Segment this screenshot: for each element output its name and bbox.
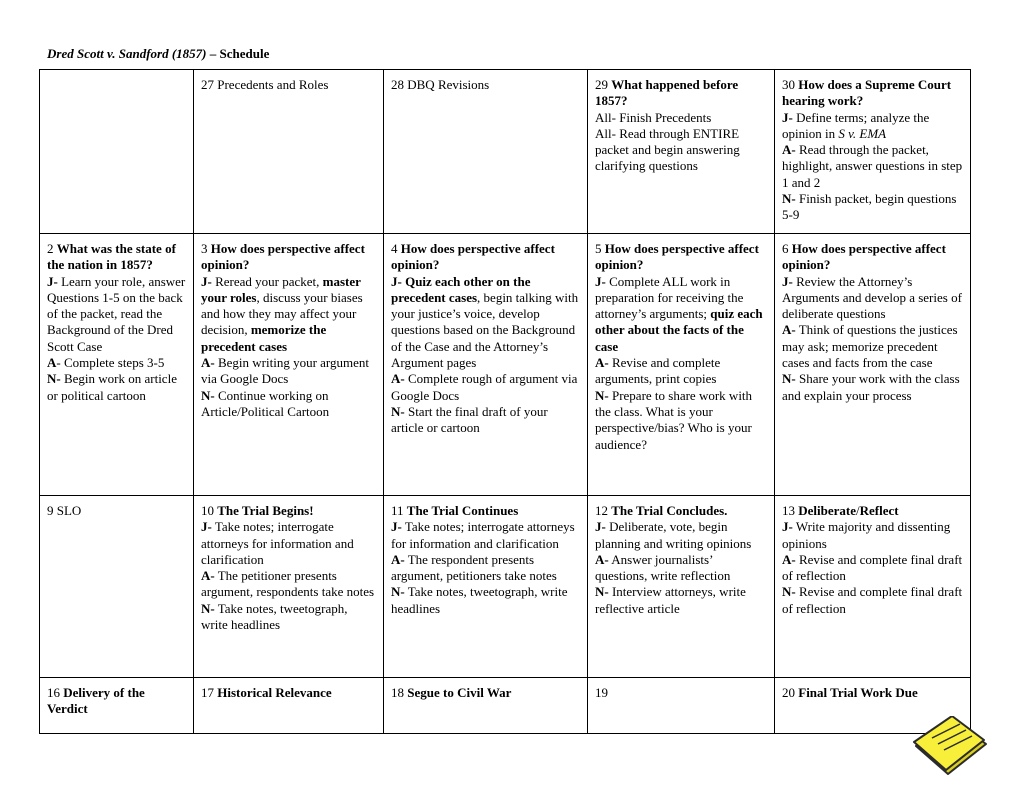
day-cell: [588, 234, 775, 496]
day-heading: [595, 77, 768, 110]
text-segment: The respondent presents argument, petitioners take notes: [391, 551, 557, 584]
text-segment: 10: [201, 503, 218, 518]
text-segment: The petitioner presents argument, respondents take notes: [201, 568, 375, 600]
text-segment: 4: [391, 241, 401, 256]
text-segment: J-: [391, 519, 402, 535]
day-heading: [782, 77, 964, 110]
task-line: [391, 584, 581, 617]
day-heading: [391, 685, 581, 701]
text-segment: 27 Precedents and Roles: [201, 77, 329, 92]
task-line: [782, 142, 964, 191]
task-line: [782, 519, 964, 552]
day-heading: [47, 241, 187, 274]
day-cell: [194, 678, 384, 734]
task-line: [47, 355, 187, 371]
text-segment: Reread your packet,: [211, 273, 323, 289]
text-segment: A-: [595, 355, 609, 371]
text-segment: Revise and complete final draft of reflection: [782, 551, 963, 584]
task-line: [595, 126, 768, 175]
text-segment: 5: [595, 241, 605, 256]
text-segment: Complete ALL work in preparation for receiving the attorney’s arguments;: [595, 273, 744, 322]
day-heading: [782, 241, 964, 274]
text-segment: Take notes, tweetograph, write headlines: [391, 584, 568, 616]
task-line: [595, 584, 768, 617]
sticky-note-icon: [912, 716, 990, 776]
text-segment: 19: [595, 685, 608, 700]
text-segment: A-: [782, 142, 796, 158]
day-heading: [201, 685, 377, 701]
text-segment: J-: [201, 273, 212, 289]
task-line: [595, 388, 768, 453]
task-line: [391, 371, 581, 404]
text-segment: master your roles: [201, 273, 361, 305]
text-segment: Deliberate: [798, 503, 857, 518]
text-segment: N-: [782, 371, 796, 387]
day-heading: [201, 503, 377, 519]
text-segment: A-: [201, 355, 215, 371]
day-cell: [775, 234, 971, 496]
text-segment: A: [47, 355, 57, 371]
day-cell: [40, 496, 194, 678]
text-segment: memorize the precedent cases: [201, 322, 327, 354]
text-segment: 16: [47, 685, 64, 700]
day-heading: [201, 241, 377, 274]
text-segment: N-: [47, 371, 61, 387]
text-segment: Complete rough of argument via Google Docs: [391, 371, 578, 403]
text-segment: What happened before 1857?: [595, 77, 739, 109]
text-segment: Finish packet, begin questions 5-9: [782, 191, 957, 223]
text-segment: Final Trial Work Due: [798, 685, 918, 700]
text-segment: A-: [782, 551, 796, 567]
task-line: [782, 584, 964, 617]
text-segment: Think of questions the justices may ask; memorize precedent cases and facts from the case: [782, 322, 958, 371]
text-segment: J-: [201, 519, 212, 535]
day-heading: [782, 685, 964, 701]
task-line: [782, 191, 964, 224]
task-line: [782, 552, 964, 585]
text-segment: J-: [782, 519, 793, 535]
text-segment: A-: [391, 551, 405, 567]
document-title: [47, 46, 269, 62]
text-segment: 18: [391, 685, 408, 700]
task-line: [595, 355, 768, 388]
title-suffix: – Schedule: [206, 46, 270, 61]
day-cell: [194, 70, 384, 234]
text-segment: J-: [782, 109, 793, 125]
text-segment: How does perspective affect opinion?: [201, 241, 365, 273]
day-cell: [40, 234, 194, 496]
text-segment: How does perspective affect opinion?: [391, 241, 555, 273]
text-segment: Revise and complete final draft of reflection: [782, 584, 963, 616]
text-segment: N-: [201, 600, 215, 616]
task-line: [391, 274, 581, 372]
day-heading: [595, 241, 768, 274]
task-line: [782, 274, 964, 323]
text-segment: S v. EMA: [838, 125, 887, 141]
text-segment: N-: [595, 387, 609, 403]
task-line: [47, 371, 187, 404]
task-line: [782, 371, 964, 404]
text-segment: 2: [47, 241, 57, 256]
day-cell: [194, 496, 384, 678]
text-segment: Continue working on Article/Political Cartoon: [201, 387, 330, 419]
schedule-table: [39, 69, 971, 734]
task-line: [391, 404, 581, 437]
task-line: [595, 519, 768, 552]
text-segment: A-: [391, 371, 405, 387]
day-heading: [595, 685, 768, 701]
text-segment: Learn your role, answer Questions 1-5 on the back of the packet, read the Background of the Dred Scott Case: [47, 273, 186, 354]
text-segment: N-: [391, 584, 405, 600]
text-segment: Define terms; analyze the opinion in: [782, 109, 930, 141]
text-segment: All- Read through ENTIRE packet and begin answering clarifying questions: [595, 125, 740, 174]
task-line: [595, 552, 768, 585]
text-segment: Share your work with the class and explain your process: [782, 371, 960, 403]
task-line: [391, 552, 581, 585]
table-row: [40, 496, 971, 678]
day-heading: [391, 241, 581, 274]
table-row: [40, 234, 971, 496]
text-segment: , begin talking with your justice’s voice, develop questions based on the Background of the Case and the Attorney’s Argument pages: [391, 289, 579, 371]
task-line: [201, 355, 377, 388]
day-cell: [40, 678, 194, 734]
task-line: [201, 519, 377, 568]
text-segment: Revise and complete arguments, print copies: [595, 355, 721, 387]
text-segment: Begin work on article or political cartoon: [47, 371, 177, 403]
text-segment: A-: [595, 551, 609, 567]
text-segment: 29: [595, 77, 612, 92]
day-heading: [595, 503, 768, 519]
text-segment: All- Finish Precedents: [595, 109, 712, 125]
text-segment: 11: [391, 503, 407, 518]
text-segment: Take notes; interrogate attorneys for information and clarification: [391, 519, 575, 551]
text-segment: Prepare to share work with the class. What is your perspective/bias? Who is your audience?: [595, 387, 753, 452]
task-line: [47, 274, 187, 355]
text-segment: /: [856, 503, 860, 518]
text-segment: Reflect: [859, 503, 899, 518]
text-segment: The Trial Concludes.: [611, 503, 728, 518]
text-segment: 20: [782, 685, 799, 700]
text-segment: The Trial Begins!: [217, 503, 314, 518]
text-segment: 17: [201, 685, 218, 700]
task-line: [201, 601, 377, 634]
day-cell: [384, 234, 588, 496]
text-segment: Take notes, tweetograph, write headlines: [201, 600, 348, 633]
text-segment: Segue to Civil War: [407, 685, 512, 700]
text-segment: J- Quiz each other on the precedent cases: [391, 273, 531, 305]
day-heading: [201, 77, 377, 93]
task-line: [595, 110, 768, 126]
text-segment: Start the final draft of your article or cartoon: [391, 403, 548, 436]
day-cell: [775, 496, 971, 678]
text-segment: quiz each other about the facts of the case: [595, 306, 763, 354]
task-line: [201, 568, 377, 601]
task-line: [782, 322, 964, 371]
text-segment: N-: [595, 584, 609, 600]
table-row: [40, 70, 971, 234]
day-cell: [384, 70, 588, 234]
day-cell: [588, 70, 775, 234]
text-segment: A-: [782, 322, 796, 338]
text-segment: 12: [595, 503, 612, 518]
text-segment: Take notes; interrogate attorneys for information and clarification: [201, 519, 354, 567]
text-segment: 28 DBQ Revisions: [391, 77, 490, 92]
day-cell: [40, 70, 194, 234]
text-segment: Historical Relevance: [217, 685, 332, 700]
text-segment: Delivery of the Verdict: [47, 685, 145, 717]
day-heading: [47, 503, 187, 519]
text-segment: N-: [782, 191, 796, 207]
text-segment: How does a Supreme Court hearing work?: [782, 77, 952, 109]
text-segment: Begin writing your argument via Google Docs: [201, 355, 370, 387]
task-line: [782, 110, 964, 143]
text-segment: J-: [595, 519, 606, 535]
day-cell: [384, 678, 588, 734]
task-line: [595, 274, 768, 355]
text-segment: What was the state of the nation in 1857?: [47, 241, 176, 273]
text-segment: Review the Attorney’s Arguments and develop a series of deliberate questions: [782, 273, 962, 322]
task-line: [391, 519, 581, 552]
text-segment: J-: [595, 273, 606, 289]
text-segment: 6: [782, 241, 792, 256]
text-segment: N-: [782, 584, 796, 600]
table-row: [40, 678, 971, 734]
day-heading: [391, 77, 581, 93]
text-segment: J-: [47, 273, 58, 289]
text-segment: The Trial Continues: [406, 503, 519, 518]
text-segment: N-: [201, 387, 215, 403]
text-segment: Write majority and dissenting opinions: [782, 519, 951, 551]
text-segment: - Complete steps 3-5: [56, 355, 165, 371]
day-cell: [588, 678, 775, 734]
task-line: [201, 388, 377, 421]
text-segment: A-: [201, 568, 215, 584]
text-segment: 13: [782, 503, 799, 518]
day-heading: [391, 503, 581, 519]
text-segment: Interview attorneys, write reflective article: [595, 584, 746, 616]
text-segment: How does perspective affect opinion?: [595, 241, 759, 273]
day-cell: [194, 234, 384, 496]
text-segment: How does perspective affect opinion?: [782, 241, 946, 273]
text-segment: , discuss your biases and how they may affect your decision,: [201, 289, 363, 338]
day-cell: [775, 70, 971, 234]
text-segment: 30: [782, 77, 799, 92]
text-segment: Deliberate, vote, begin planning and writing opinions: [595, 519, 752, 551]
text-segment: 9 SLO: [47, 503, 82, 518]
text-segment: J-: [782, 273, 793, 289]
text-segment: N-: [391, 403, 405, 419]
text-segment: Answer journalists’ questions, write reflection: [595, 551, 731, 584]
day-cell: [588, 496, 775, 678]
case-name: Dred Scott v. Sandford (1857): [47, 46, 207, 61]
day-cell: [384, 496, 588, 678]
text-segment: 3: [201, 241, 211, 256]
day-heading: [782, 503, 964, 519]
day-heading: [47, 685, 187, 718]
text-segment: Read through the packet, highlight, answer questions in step 1 and 2: [782, 142, 963, 190]
task-line: [201, 274, 377, 355]
